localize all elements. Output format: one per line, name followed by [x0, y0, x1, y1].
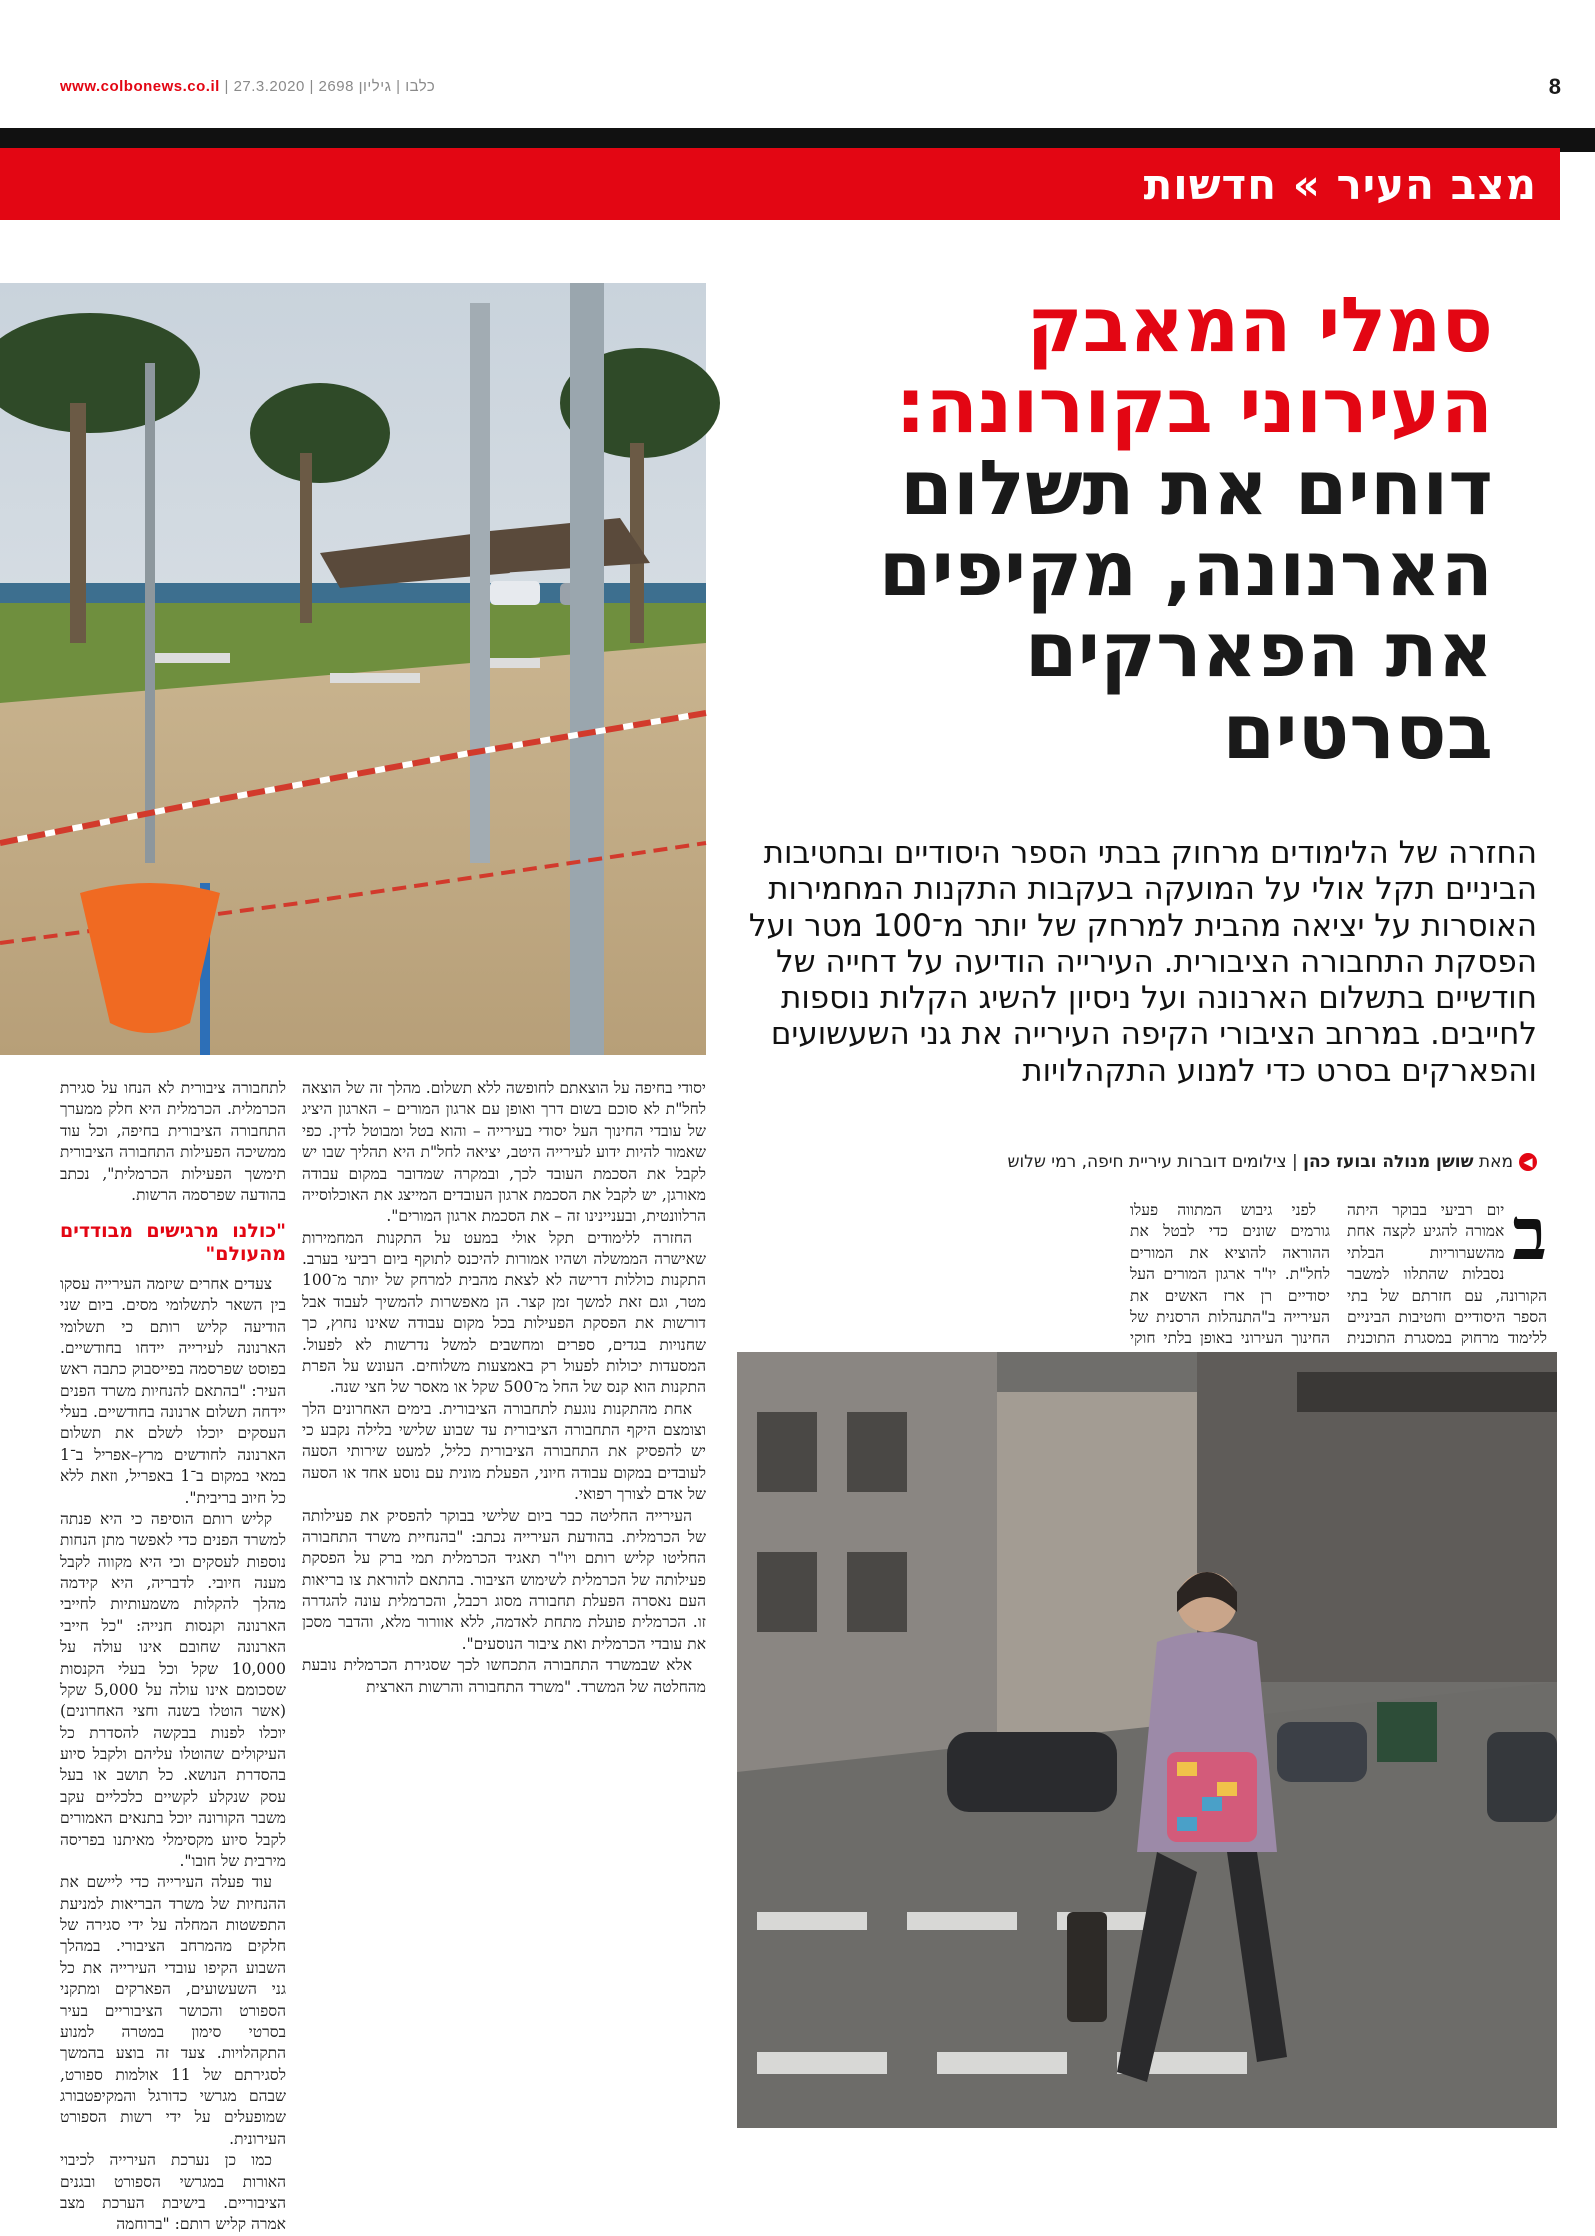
headline [733, 280, 1493, 776]
headline-black-line-4: בסרטים [1222, 686, 1493, 776]
body-paragraph: כמו כן נערכת העירייה לכיבוי האורות במגרשי הספורט ובגנים הציבוריים. בישיבת הערכת מצב אמרה קליש רותם: "ברוחמה [60, 2151, 286, 2234]
body-paragraph: קליש רותם הוסיפה כי היא פנתה למשרד הפנים כדי לאפשר מתן הנחות נוספות לעסקים וכי היא מקווה לקבל מענה חיובי. לדבריה, היא קידמה מהלך להקלות משמעותיות לחייבי הארנונה וקנסות חנייה: "כל חייבי הארנונה שחובם אינו עולה על 10,000 שקל וכל בעלי הקנסות שסכומם אינו עולה על 5,000 שקל (אשר הוטלו בשנה וחצי האחרונים) יוכלו לפנות בבקשה להסדרת כל העיקולים שהוטלו עליהם ולקבל סיוע בהסדרת הנושא. כל תושב או בעל עסק שנקלע לקשיים כלכליים עקב משבר הקורונה יוכל בתנאים האמורים לקבל סיוע מקסימלי מאיתנו בפריסה מירבית של חובו". [60, 1509, 286, 1870]
byline [717, 1152, 1537, 1172]
site-url[interactable]: www.colbonews.co.il [60, 78, 220, 95]
byline-photos: | צילומים דוברות עיריית חיפה, רמי שלוש [1007, 1152, 1298, 1172]
byline-arrow-icon: ◀ [1519, 1153, 1537, 1171]
body-paragraph: לתחבורה ציבורית לא הנחו על סגירת הכרמלית. הכרמלית היא חלק ממערך התחבורה הציבורית בחיפה, וכל עוד ממשיכה הפעילות התחבורה הציבורית תימשך הפעילות הכרמלית", נכתב בהודעה שפרסמה הרשות. [60, 1079, 286, 1204]
section-title: מצב העיר » חדשות [1143, 160, 1537, 209]
body-paragraph: יסודי בחיפה על הוצאתם לחופשה ללא תשלום. מהלך זה של הוצאה לחל"ת לא סוכם בשום דרך ואופן עם ארגון המורים – הארגון היציג של עובדי החינוך העל יסודי בעירייה – והוא בטל ומבוטל לדין. כפי שאמור להיות ידוע לעירייה היטב, יציאה לחל"ת היא תהליך שבו יש לקבל את הסכמת העובד לכך, ובמקרה שמדובר במקום עבודה מאורגן, יש לקבל את הסכמת ארגון העובדים המייצג את האוכלוסייה הרלוונטית, ובעניינינו זה – את הסכמת ארגון המורים". [302, 1079, 706, 1226]
body-column-2b [737, 1200, 1112, 1340]
body-paragraph: אחת מהתקנות נוגעת לתחבורה הציבורית. בימים האחרונים הלך וצומצם היקף התחבורה הציבורית עד שבוע שלישי בלילה נקבע כי יש להפסיק את התחבורה הציבורית כליל, למעט שירותי הסעה לעובדים במקום עבודה חיוני, הפעלת מונית עם נוסע אחד או הסעה של אדם לצורך רפואי. [302, 1399, 706, 1504]
body-column-3 [302, 1078, 706, 2148]
subhead: "כולנו מרגישים מבודדים מהעולם" [60, 1220, 286, 1266]
headline-black-line-1: דוחים את תשלום [900, 442, 1493, 532]
body-paragraph: אלא שבמשרד התחבורה התכחשו לכך שסגירת הכרמלית נובעת מהחלטה של המשרד. "משרד התחבורה והרשות הארצית [302, 1656, 706, 1696]
body-paragraph: לפני גיבוש המתווה פעלו גורמים שונים כדי לבטל את ההוראה להוציא את המורים לחל"ת. יו"ר ארגון המורים העל יסודיים רן ארז האשים את העירייה ב"התנהלות הרסנית של החינוך העירוני באופן בלתי חוקי [1130, 1201, 1330, 1348]
park-photo [0, 283, 706, 1055]
issue-number: גיליון 2698 [318, 78, 392, 95]
dropcap: ב [1512, 1191, 1547, 1276]
body-column-4 [60, 1078, 287, 2234]
byline-authors: שושן מנולה ובועז כהן [1303, 1152, 1474, 1172]
issue-date: 27.3.2020 [233, 78, 305, 95]
street-photo [737, 1352, 1557, 2128]
body-paragraph: עוד פעלה העירייה כדי ליישם את ההנחיות של משרד הבריאות למניעת התפשטות המחלה על ידי סגירה של חלקים מהמרחב הציבורי. במהלך השבוע הקיפו עובדי העירייה את כל גני השעשועים, הפארקים ומתקני הספורט והכושר הציבוריים בעיר בסרטי סימון במטרה למנוע התקהלויות. צעד זה בוצע בהמשך לסגירתם של 11 אולמות ספורט, שבהם מגרשי כדורגל והמקיפטבורג שמופעלים על ידי רשות הספורט העירונית. [60, 1873, 286, 2148]
body-paragraph: יום רביעי בבוקר היתה אמורה להגיע לקצה אחת מהשערוריות הבלתי נסבלות שהתלוו למשבר הקורונה, עם חזרתם של בתי הספר היסודיים וחטיבות הביניים ללימוד מרחוק במסגרת התוכנית [1347, 1201, 1547, 1348]
masthead-info: www.colbonews.co.il | כלבו | גיליון 2698 | 27.3.2020 [60, 78, 436, 95]
headline-black-line-2: הארנונה, מקיפים [878, 523, 1493, 613]
headline-red-line-2: העירוני בקורונה: [895, 361, 1493, 451]
paper-name: כלבו [405, 78, 436, 95]
body-paragraph: החזרה ללימודים תקל אולי במעט על התקנות המחמירות שאישרה הממשלה ושהיו אמורות להיכנס לתוקף ביום רביעי בערב. התקנות כוללות דרישה לא לצאת מהבית למרחק של יותר מ־100 מטר, וגם זאת למשך זמן קצר. הן מאפשרות להמשיך לעבוד אבל דורשות את הפסקת הפעילות בכל מקום עבודה שאינו נחוץ, כך שחנויות בגדים, ספרים ומחשבים למשל נדרשות לא לפעול. המסעדות יכולות לפעול רק באמצעות משלוחים. העונש על הפרת התקנות הוא קנס של החל מ־500 שקל או מאסר של חצי שנה. [302, 1228, 706, 1397]
body-paragraph: העירייה החליטה כבר ביום שלישי בבוקר להפסיק את פעילותה של הכרמלית. בהודעת העירייה נכתב: "בהנחיית משרד התחבורה החליטו קליש רותם ויו"ר תאגיד הכרמלית תמי ברק על הפסקת פעילותה של הכרמלית לשימוש הציבור. בהתאם להוראת צו בריאות העם נאסרה הפעלת תחבורה מסוג רכבל, והכרמלית עונה להגדרה זו. הכרמלית פועלת מתחת לאדמה, ללא אוורור מלא, והדבר מסכן את עובדי הכרמלית ואת ציבור הנוסעים". [302, 1506, 706, 1653]
headline-red-line-1: סמלי המאבק [1026, 280, 1493, 369]
headline-black-line-3: את הפארקים [1024, 605, 1493, 695]
byline-prefix: מאת [1478, 1152, 1513, 1172]
body-paragraph: צעדים אחרים שיזמה העירייה עסקו בין השאר לתשלומי מסים. ביום שני הודיעה קליש רותם כי תשלומי הארנונה לעירייה יידחו בחודשיים. בפוסט שפרסמה בפייסבוק כתבה ראש העיר: "בהתאם להנחיות משרד הפנים יידחה תשלום ארנונה בחודשיים. בעלי העסקים יוכלו לשלם את תשלום הארנונה לחודשים מרץ–אפריל ב־1 במאי במקום ב־1 באפריל, וזאת ללא כל חיוב בריבית". [60, 1274, 287, 1507]
page-number: 8 [1548, 74, 1561, 99]
lead-paragraph: החזרה של הלימודים מרחוק בבתי הספר היסודיים ובחטיבות הביניים תקל אולי על המועקה בעקבות התקנות המחמירות האוסרות על יציאה מהבית למרחק של יותר מ־100 מטר ועל הפסקת התחבורה הציבורית. העירייה הודיעה על דחייה של חודשיים בתשלום הארנונה ועל ניסיון להשיג הקלות נוספות לחייבים. במרחב הציבורי הקיפה העירייה את גני השעשועים והפארקים בסרט כדי למנוע התקהלויות [748, 835, 1537, 1089]
